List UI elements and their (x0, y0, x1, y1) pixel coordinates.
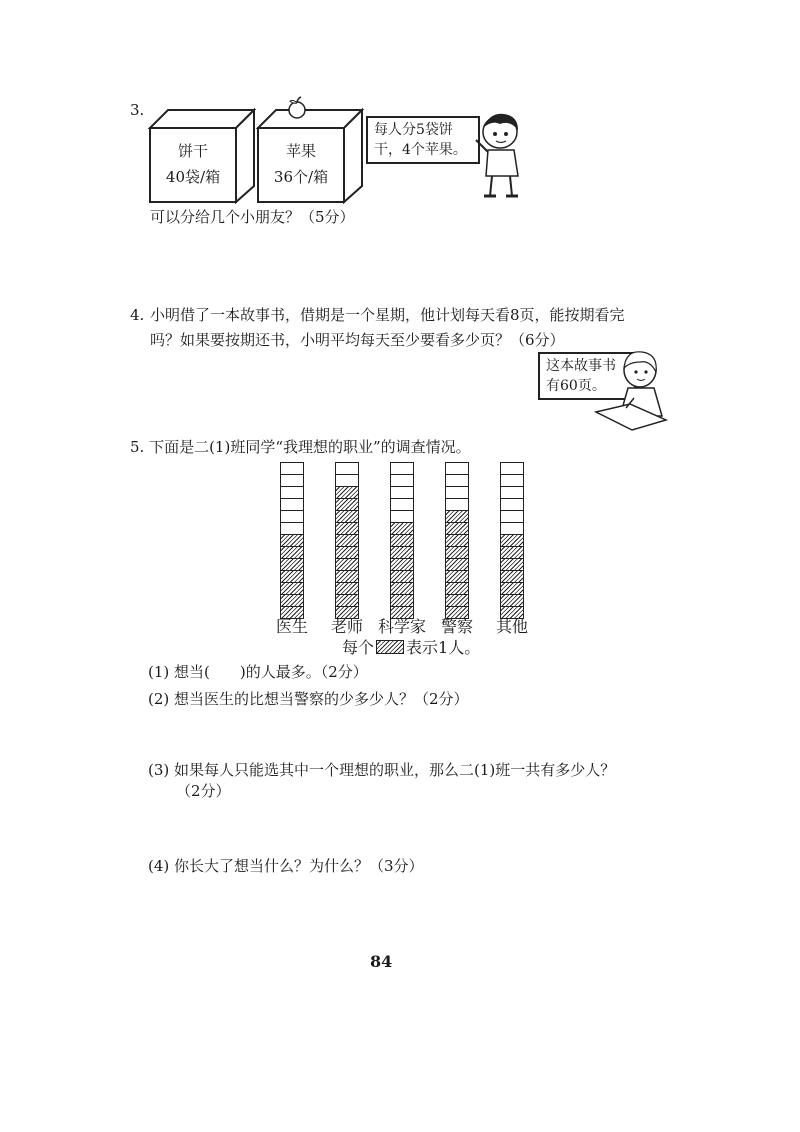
bar-4 (445, 462, 469, 619)
biscuit-qty: 40袋/箱 (165, 168, 221, 186)
bar-cell-filled (445, 558, 469, 570)
bar-cell-filled (280, 570, 304, 582)
q3-question: 可以分给几个小朋友？（5分） (150, 208, 355, 226)
bar-cell-filled (335, 522, 359, 534)
bar-cell-filled (280, 582, 304, 594)
bar-cell-empty (280, 474, 304, 486)
bar-cell-filled (280, 546, 304, 558)
bar-cell-filled (445, 510, 469, 522)
bar-cell-filled (280, 534, 304, 546)
legend-suffix: 表示1人。 (406, 638, 481, 657)
bar-cell-filled (335, 534, 359, 546)
bar-cell-filled (390, 582, 414, 594)
bar-cell-filled (335, 582, 359, 594)
q4-number: 4. (130, 306, 145, 324)
bar-cell-filled (390, 546, 414, 558)
bar-cell-filled (390, 594, 414, 606)
bar-2 (335, 462, 359, 619)
q3-bubble-line2: 干，4个苹果。 (374, 142, 467, 158)
bar-cell-empty (280, 486, 304, 498)
bar-cell-filled (390, 570, 414, 582)
bar-cell-empty (335, 462, 359, 474)
boy-illustration (470, 110, 532, 202)
bar-cell-filled (445, 534, 469, 546)
girl-writing-illustration (590, 346, 674, 436)
q5-sub3-line1: (3) 如果每人只能选其中一个理想的职业，那么二(1)班一共有多少人？ (148, 761, 616, 779)
bar-cell-filled (335, 558, 359, 570)
bar-5 (500, 462, 524, 619)
q4-bubble-line2: 有60页。 (546, 378, 606, 394)
chart-legend (342, 638, 480, 658)
biscuit-label: 饼干 (177, 142, 208, 160)
bar-cell-filled (335, 486, 359, 498)
bar-cell-empty (390, 474, 414, 486)
bar-cell-filled (445, 546, 469, 558)
category-label: 警察 (441, 617, 474, 636)
apple-box (256, 108, 366, 204)
q3-speech-bubble (366, 116, 480, 164)
apple-qty: 36个/箱 (273, 168, 329, 186)
bar-cell-filled (390, 522, 414, 534)
bar-cell-empty (280, 462, 304, 474)
bar-cell-filled (335, 498, 359, 510)
q3-number: 3. (130, 101, 145, 119)
bar-cell-filled (445, 582, 469, 594)
bar-cell-empty (280, 522, 304, 534)
q5-sub1-after: )的人最多。（2分） (239, 663, 368, 681)
q5-sub3-line2: （2分） (176, 782, 231, 800)
bar-cell-filled (390, 558, 414, 570)
bar-cell-empty (445, 474, 469, 486)
career-bar-chart (280, 462, 550, 618)
bar-cell-filled (500, 558, 524, 570)
q5-sub1 (148, 662, 368, 682)
bar-cell-filled (500, 582, 524, 594)
bar-1 (280, 462, 304, 619)
bar-cell-empty (390, 510, 414, 522)
q5-sub4: (4) 你长大了想当什么？为什么？（3分） (148, 857, 424, 875)
bar-cell-empty (445, 486, 469, 498)
bar-cell-filled (335, 594, 359, 606)
bar-cell-empty (500, 498, 524, 510)
biscuit-box (148, 108, 258, 204)
bar-cell-filled (280, 558, 304, 570)
bar-cell-empty (390, 486, 414, 498)
bar-3 (390, 462, 414, 619)
bar-cell-empty (500, 510, 524, 522)
category-label: 医生 (276, 617, 309, 636)
bar-cell-empty (390, 498, 414, 510)
bar-cell-empty (500, 474, 524, 486)
bar-cell-filled (335, 546, 359, 558)
bar-cell-filled (500, 594, 524, 606)
bar-cell-filled (445, 570, 469, 582)
bar-cell-filled (445, 594, 469, 606)
bar-cell-empty (500, 462, 524, 474)
q3-bubble-line1: 每人分5袋饼 (374, 122, 453, 138)
bar-cell-filled (390, 534, 414, 546)
q5-sub1-before: (1) 想当( (148, 663, 210, 681)
q4-line1: 小明借了一本故事书，借期是一个星期，他计划每天看8页，能按期看完 (150, 306, 625, 324)
apple-label: 苹果 (285, 142, 316, 160)
q4-line2: 吗？如果要按期还书，小明平均每天至少要看多少页？（6分） (150, 331, 565, 349)
page-number: 84 (370, 952, 393, 971)
bar-cell-filled (500, 534, 524, 546)
legend-prefix: 每个 (342, 638, 375, 657)
category-label: 其他 (496, 617, 529, 636)
bar-cell-empty (445, 498, 469, 510)
bar-cell-filled (500, 546, 524, 558)
bar-cell-empty (280, 510, 304, 522)
q5-sub2: (2) 想当医生的比想当警察的少多少人？（2分） (148, 690, 469, 708)
bar-cell-empty (280, 498, 304, 510)
bar-cell-filled (500, 570, 524, 582)
bar-cell-empty (390, 462, 414, 474)
bar-cell-filled (335, 570, 359, 582)
bar-cell-empty (445, 462, 469, 474)
bar-cell-filled (280, 594, 304, 606)
bar-cell-filled (335, 510, 359, 522)
bar-cell-empty (500, 486, 524, 498)
bar-cell-empty (335, 474, 359, 486)
q5-intro: 5. 下面是二(1)班同学“我理想的职业”的调查情况。 (130, 438, 471, 456)
hatched-square-icon (376, 640, 404, 654)
bar-cell-empty (500, 522, 524, 534)
category-label: 科学家 (378, 617, 427, 636)
q4-bubble-line1: 这本故事书 (546, 358, 616, 374)
apple-icon (285, 96, 309, 120)
bar-cell-filled (445, 522, 469, 534)
category-label: 老师 (331, 617, 364, 636)
